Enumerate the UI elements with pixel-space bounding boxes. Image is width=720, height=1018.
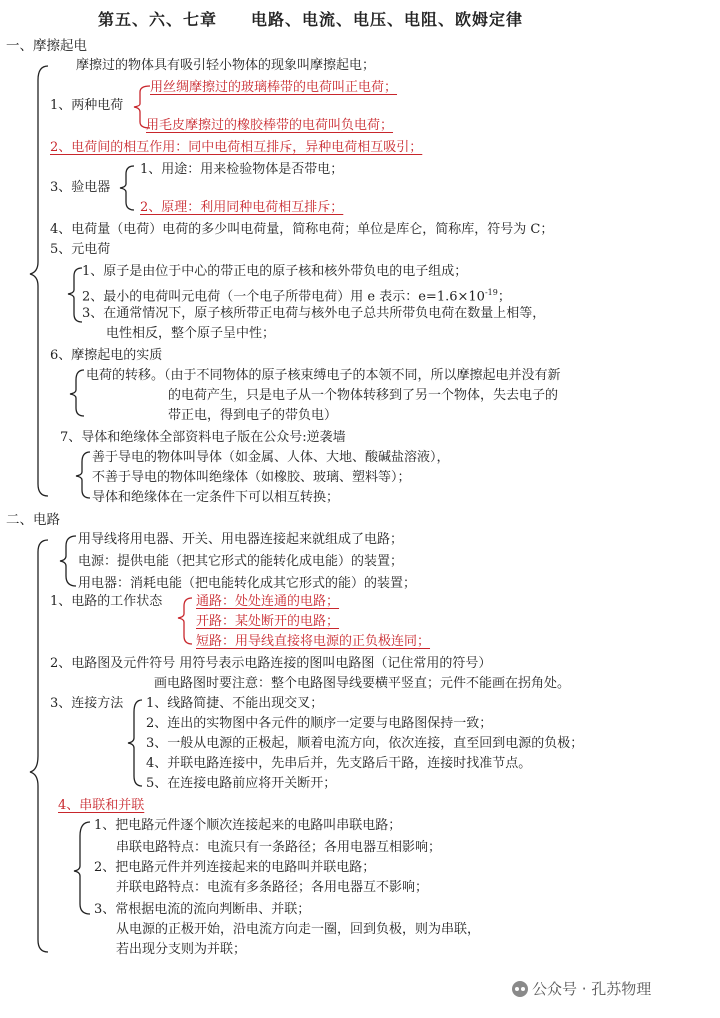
item-electroscope: 3、验电器 xyxy=(50,180,111,195)
connection-rule-2: 2、连出的实物图中各元件的顺序一定要与电路图保持一致； xyxy=(146,716,493,731)
atom-structure: 1、原子是由位于中心的带正电的原子核和核外带负电的电子组成； xyxy=(82,264,468,279)
brace-electroscope xyxy=(120,166,134,210)
charge-interaction: 2、电荷间的相互作用：同中电荷相互排斥，异种电荷相互吸引； xyxy=(50,140,423,155)
conductor-definition: 善于导电的物体叫导体（如金属、人体、大地、酸碱盐溶液）， xyxy=(92,450,450,465)
connection-rule-1: 1、线路简捷、不能出现交叉； xyxy=(146,696,324,711)
wechat-icon xyxy=(512,981,528,997)
brace-circuit-states xyxy=(178,598,192,644)
friction-definition: 摩擦过的物体具有吸引轻小物体的现象叫摩擦起电； xyxy=(76,58,376,73)
connection-rule-3: 3、一般从电源的正极起，顺着电流方向，依次连接，直至回到电源的负极； xyxy=(146,736,584,751)
short-circuit: 短路：用导线直接将电源的正负极连同； xyxy=(196,634,431,649)
item-elementary-charge: 5、元电荷 xyxy=(50,242,111,257)
closed-circuit: 通路：处处连通的电路； xyxy=(196,594,340,609)
item-connection-method: 3、连接方法 xyxy=(50,696,124,711)
charge-quantity: 4、电荷量（电荷）电荷的多少叫电荷量，简称电荷；单位是库仑，简称库，符号为 C； xyxy=(50,222,554,237)
electroscope-principle: 2、原理：利用同种电荷相互排斥； xyxy=(140,200,344,215)
brace-conductors xyxy=(76,452,90,498)
negative-charge-definition: 用毛皮摩擦过的橡胶棒带的电荷叫负电荷； xyxy=(146,118,394,133)
brace-section-1 xyxy=(30,66,48,496)
parallel-definition: 2、把电路元件并列连接起来的电路叫并联电路； xyxy=(94,860,376,875)
watermark xyxy=(512,978,651,999)
item-series-parallel: 4、串联和并联 xyxy=(58,798,145,813)
section-2-heading: 二、电路 xyxy=(6,512,60,528)
elementary-charge-end: ； xyxy=(497,289,511,305)
brace-two-charges xyxy=(134,86,150,128)
power-source-definition: 电源：提供电能（把其它形式的能转化成电能）的装置； xyxy=(78,554,404,569)
judge-method-line-1: 从电源的正极开始，沿电流方向走一圈，回到负极，则为串联， xyxy=(116,922,481,937)
atom-neutral-line-2: 电性相反，整个原子呈中性； xyxy=(106,326,276,341)
positive-charge-definition: 用丝绸摩擦过的玻璃棒带的电荷叫正电荷； xyxy=(150,80,398,95)
section-1-heading: 一、摩擦起电 xyxy=(6,38,87,54)
circuit-definition: 用导线将用电器、开关、用电器连接起来就组成了电路； xyxy=(78,532,404,547)
judge-series-parallel: 3、常根据电流的流向判断串、并联； xyxy=(94,902,311,917)
connection-rule-4: 4、并联电路连接中，先串后并，先支路后干路，连接时找准节点。 xyxy=(146,756,532,771)
elementary-charge-text: 2、最小的电荷叫元电荷（一个电子所带电荷）用 e 表示：e=1.6×10 xyxy=(82,289,485,305)
item-circuit-diagram: 2、电路图及元件符号 用符号表示电路连接的图叫电路图（记住常用的符号） xyxy=(50,656,492,671)
series-definition: 1、把电路元件逐个顺次连接起来的电路叫串联电路； xyxy=(94,818,402,833)
insulator-definition: 不善于导电的物体叫绝缘体（如橡胶、玻璃、塑料等）； xyxy=(92,470,411,485)
brace-friction-essence xyxy=(70,370,84,416)
parallel-characteristics: 并联电路特点：电流有多条路径；各用电器互不影响； xyxy=(116,880,429,895)
connection-rule-5: 5、在连接电路前应将开关断开； xyxy=(146,776,337,791)
brace-series-parallel xyxy=(74,822,90,914)
page-title: 第五、六、七章 电路、电流、电压、电阻、欧姆定律 xyxy=(98,10,524,29)
conductor-insulator-conversion: 导体和绝缘体在一定条件下可以相互转换； xyxy=(92,490,340,505)
item-two-charges: 1、两种电荷 xyxy=(50,98,124,113)
judge-method-line-2: 若出现分支则为并联； xyxy=(116,942,247,957)
appliance-definition: 用电器：消耗电能（把电能转化成其它形式的能）的装置； xyxy=(78,576,417,591)
brace-connection-method xyxy=(128,700,142,786)
friction-essence-line-2: 的电荷产生，只是电子从一个物体转移到了另一个物体，失去电子的 xyxy=(168,388,559,403)
electroscope-use: 1、用途：用来检验物体是否带电； xyxy=(140,162,344,177)
series-characteristics: 串联电路特点：电流只有一条路径；各用电器互相影响； xyxy=(116,840,442,855)
friction-essence-line-1: 电荷的转移。（由于不同物体的原子核束缚电子的本领不同，所以摩擦起电并没有新 xyxy=(86,368,561,383)
friction-essence-line-3: 带正电，得到电子的带负电） xyxy=(168,408,338,423)
brace-elementary-charge xyxy=(68,268,82,322)
open-circuit: 开路：某处断开的电路； xyxy=(196,614,340,629)
watermark-text: 公众号 · 孔苏物理 xyxy=(532,980,652,998)
elementary-charge-exponent: -19 xyxy=(484,288,498,297)
item-conductors: 7、导体和绝缘体全部资料电子版在公众号:逆袭墙 xyxy=(60,430,346,445)
item-friction-essence: 6、摩擦起电的实质 xyxy=(50,348,163,363)
atom-neutral-line-1: 3、在通常情况下，原子核所带正电荷与核外电子总共所带负电荷在数量上相等， xyxy=(82,306,546,321)
brace-section-2 xyxy=(30,540,48,952)
item-circuit-states: 1、电路的工作状态 xyxy=(50,594,163,609)
brace-circuit-intro xyxy=(60,536,76,586)
circuit-diagram-note: 画电路图时要注意：整个电路图导线要横平竖直；元件不能画在拐角处。 xyxy=(154,676,571,691)
